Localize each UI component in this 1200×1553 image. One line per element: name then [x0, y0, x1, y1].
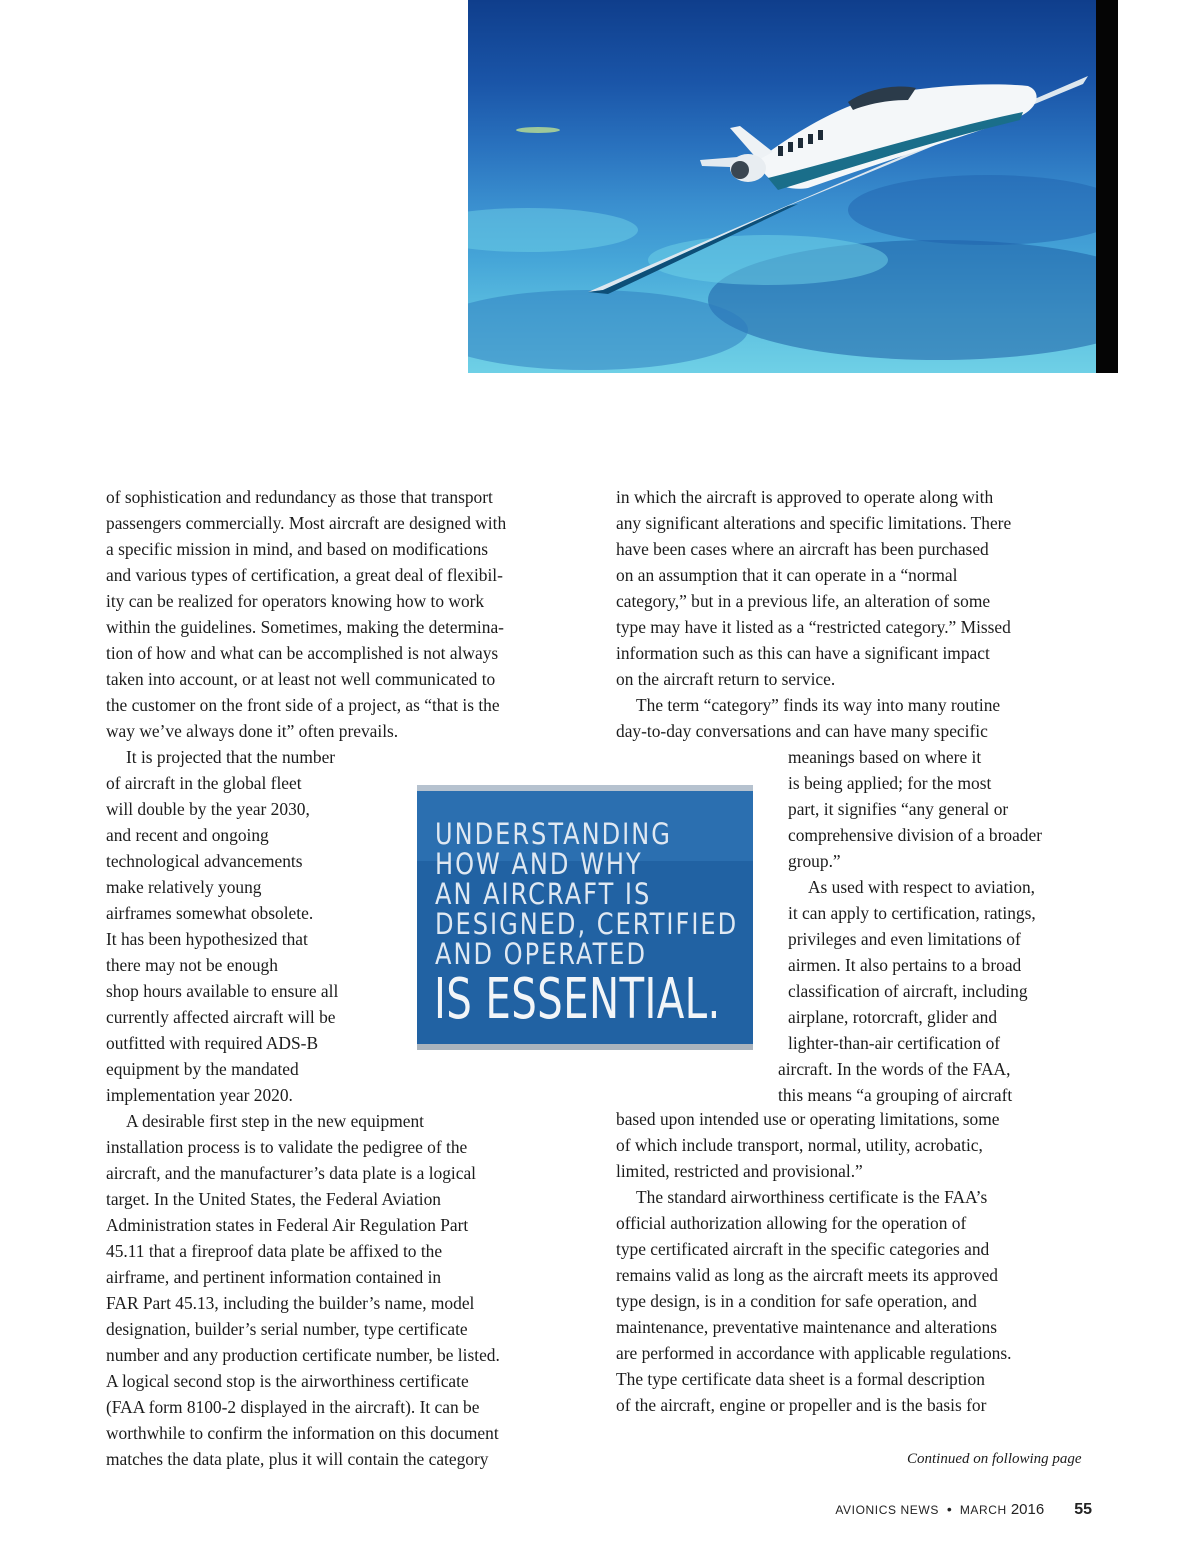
text-line: meanings based on where it: [788, 747, 982, 767]
pull-quote-line: DESIGNED, CERTIFIED: [435, 907, 739, 941]
text-line: number and any production certificate number, be listed.: [106, 1345, 500, 1365]
text-line: in which the aircraft is approved to operate along with: [616, 487, 994, 507]
text-line: within the guidelines. Sometimes, making the determina-: [106, 617, 504, 637]
text-line: type design, is in a condition for safe operation, and: [616, 1291, 977, 1311]
paragraph: [616, 1106, 1011, 1184]
text-line: classification of aircraft, including: [788, 981, 1028, 1001]
text-line: airframes somewhat obsolete.: [106, 903, 314, 923]
column-right-top: [616, 484, 1011, 744]
text-line: have been cases where an aircraft has been purchased: [616, 539, 989, 559]
text-line: on an assumption that it can operate in a “normal: [616, 565, 958, 585]
paragraph: [616, 484, 1011, 692]
page-footer: [835, 1501, 1092, 1519]
column-right-wrap-end: [778, 1056, 1012, 1108]
text-line: installation process is to validate the pedigree of the: [106, 1137, 468, 1157]
text-line: and recent and ongoing: [106, 825, 269, 845]
text-line: type certificated aircraft in the specific categories and: [616, 1239, 990, 1259]
text-line: on the aircraft return to service.: [616, 669, 836, 689]
text-line: tion of how and what can be accomplished is not always: [106, 643, 499, 663]
text-line: The type certificate data sheet is a formal description: [616, 1369, 985, 1389]
pull-quote: [417, 785, 753, 1050]
text-line: way we’ve always done it” often prevails.: [106, 721, 399, 741]
pull-quote-line: UNDERSTANDING: [435, 817, 672, 851]
footer-separator: •: [946, 1501, 952, 1517]
issue-year: 2016: [1010, 1501, 1045, 1518]
text-line: aircraft, and the manufacturer’s data plate is a logical: [106, 1163, 477, 1183]
issue-month: MARCH: [959, 1503, 1007, 1517]
text-line: aircraft. In the words of the FAA,: [778, 1059, 1011, 1079]
text-line: 45.11 that a fireproof data plate be affixed to the: [106, 1241, 443, 1261]
text-line: of the aircraft, engine or propeller and is the basis for: [616, 1395, 987, 1415]
text-line: any significant alterations and specific limitations. There: [616, 513, 1012, 533]
text-line: make relatively young: [106, 877, 262, 897]
paragraph: [106, 1108, 506, 1472]
text-line: airplane, rotorcraft, glider and: [788, 1007, 998, 1027]
text-line: and various types of certification, a great deal of flexibil-: [106, 565, 503, 585]
page-number: 55: [1074, 1501, 1092, 1518]
text-line: limited, restricted and provisional.”: [616, 1161, 863, 1181]
text-line: this means “a grouping of aircraft: [778, 1085, 1013, 1105]
text-line: part, it signifies “any general or: [788, 799, 1009, 819]
paragraph: [106, 484, 506, 744]
text-line: type may have it listed as a “restricted category.” Missed: [616, 617, 1011, 637]
text-line: there may not be enough: [106, 955, 278, 975]
text-line: (FAA form 8100-2 displayed in the aircraft). It can be: [106, 1397, 480, 1417]
text-line: taken into account, or at least not well communicated to: [106, 669, 496, 689]
text-line: based upon intended use or operating limitations, some: [616, 1109, 1000, 1129]
text-line: privileges and even limitations of: [788, 929, 1021, 949]
pull-quote-text: [435, 819, 738, 969]
text-line: a specific mission in mind, and based on modifications: [106, 539, 489, 559]
text-line: target. In the United States, the Federal Aviation: [106, 1189, 442, 1209]
text-line: currently affected aircraft will be: [106, 1007, 336, 1027]
column-right-wrap: [788, 744, 1042, 1056]
text-line: it can apply to certification, ratings,: [788, 903, 1036, 923]
text-line: lighter-than-air certification of: [788, 1033, 1001, 1053]
text-line: maintenance, preventative maintenance and alterations: [616, 1317, 997, 1337]
text-line: day-to-day conversations and can have many specific: [616, 721, 988, 741]
text-line: are performed in accordance with applicable regulations.: [616, 1343, 1012, 1363]
jet-illustration: [468, 0, 1096, 373]
text-line: equipment by the mandated: [106, 1059, 299, 1079]
text-line: the customer on the front side of a project, as “that is the: [106, 695, 500, 715]
text-line: of which include transport, normal, utility, acrobatic,: [616, 1135, 983, 1155]
text-line: implementation year 2020.: [106, 1085, 293, 1105]
pull-quote-line: HOW AND WHY: [435, 847, 643, 881]
text-line: It is projected that the number: [126, 747, 336, 767]
text-line: outfitted with required ADS-B: [106, 1033, 319, 1053]
text-line: comprehensive division of a broader: [788, 825, 1043, 845]
text-line: technological advancements: [106, 851, 303, 871]
text-line: FAR Part 45.13, including the builder’s name, model: [106, 1293, 475, 1313]
text-line: ity can be realized for operators knowing how to work: [106, 591, 485, 611]
text-line: worthwhile to confirm the information on this document: [106, 1423, 499, 1443]
paragraph: [616, 692, 1011, 744]
text-line: shop hours available to ensure all: [106, 981, 339, 1001]
text-line: As used with respect to aviation,: [808, 877, 1035, 897]
text-line: The term “category” finds its way into many routine: [636, 695, 1001, 715]
magazine-name: AVIONICS NEWS: [835, 1503, 939, 1517]
text-line: of sophistication and redundancy as those that transport: [106, 487, 493, 507]
text-line: designation, builder’s serial number, type certificate: [106, 1319, 468, 1339]
text-line: airframe, and pertinent information contained in: [106, 1267, 442, 1287]
text-line: group.”: [788, 851, 841, 871]
continued-note: Continued on following page: [907, 1451, 1082, 1467]
text-line: is being applied; for the most: [788, 773, 992, 793]
text-line: category,” but in a previous life, an alteration of some: [616, 591, 991, 611]
pull-quote-line: AND OPERATED: [435, 937, 648, 971]
text-line: matches the data plate, plus it will contain the category: [106, 1449, 489, 1469]
text-line: A logical second stop is the airworthiness certificate: [106, 1371, 469, 1391]
text-line: It has been hypothesized that: [106, 929, 308, 949]
text-line: of aircraft in the global fleet: [106, 773, 302, 793]
text-line: The standard airworthiness certificate is the FAA’s: [636, 1187, 988, 1207]
pull-quote-emphasis: IS ESSENTIAL.: [434, 967, 721, 1032]
text-line: information such as this can have a significant impact: [616, 643, 990, 663]
text-line: A desirable first step in the new equipment: [126, 1111, 424, 1131]
text-line: passengers commercially. Most aircraft are designed with: [106, 513, 507, 533]
column-right-bottom: [616, 1106, 1011, 1418]
text-line: official authorization allowing for the operation of: [616, 1213, 967, 1233]
hero-photo: [468, 0, 1096, 373]
paragraph: [616, 1184, 1011, 1418]
text-line: remains valid as long as the aircraft meets its approved: [616, 1265, 998, 1285]
text-line: airmen. It also pertains to a broad: [788, 955, 1022, 975]
hero-photo-edge: [1096, 0, 1118, 373]
text-line: Administration states in Federal Air Regulation Part: [106, 1215, 469, 1235]
text-line: will double by the year 2030,: [106, 799, 310, 819]
pull-quote-line: AN AIRCRAFT IS: [435, 877, 652, 911]
